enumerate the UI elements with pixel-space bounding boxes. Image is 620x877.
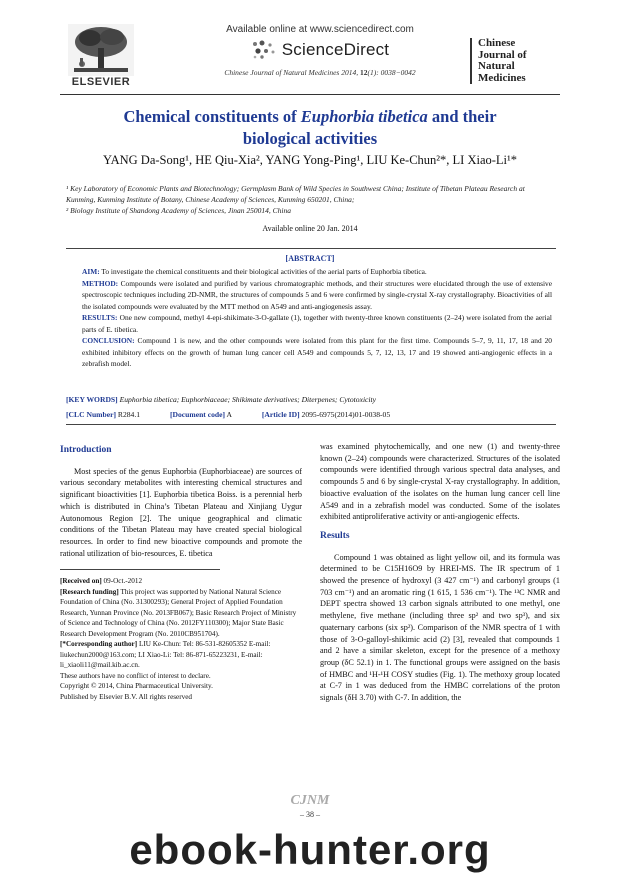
abstract-top-rule [66, 248, 556, 249]
right-column [320, 441, 560, 704]
elsevier-tree-icon [68, 24, 134, 76]
footnote-rule [60, 569, 220, 570]
introduction-continued: was examined phytochemically, and one new (1) and twenty-three known (2–24) compounds were characterized. Structures of the isolated compounds were identified through various spectral data analyses, and compounds 5 and 6 by single-crystal X-ray crystallography. In addition, bioactive evaluation of the isolates on the human lung cancer cell line A549 and in a zebrafish model was conducted. Some of the isolates exhibited antiproliferative activity or anti-angiogenic effects. [320, 442, 560, 522]
introduction-text: Most species of the genus Euphorbia (Euphorbiaceae) are sources of various secondary metabolites with interesting chemical structures and significant bioactivities [1]. Euphorbia tibetica Boiss. is a perennial herb which is distributed in China’s Tibetan Plateau and Xinjiang Uygur Autonomous Region [2]. The unique geographical and climatic conditions of the Tibetan Plateau may have created special biological resources. In order to find new bioactive compounds and promote the rational utilization of bio-resources, E. tibetica [60, 466, 302, 558]
available-online-url[interactable]: Available online at www.sciencedirect.com [226, 24, 414, 35]
results-text: Compound 1 was obtained as light yellow oil, and its formula was determined to be C15H16O9 by HREI-MS. The IR spectrum of 1 showed the presence of hydroxyl (3 427 cm⁻¹) and carbonyl groups (1 703 cm⁻¹) and an aromatic ring (1 615, 1 536 cm⁻¹). The ¹³C NMR and DEPT spectra showed 13 carbon signals attributed to one methyl, one methylene, five methane (including three sp² and two sp³), and six quaternary carbons (six sp²). Comparison of the NMR spectra of 1 with those of 3-O-galloyl-shikimic acid (2) [3], revealed that compounds 1 and 2 have a similar skeleton, except for the presence of a methoxy group (δC 52.1) in 1. The functional groups were assigned on the basis of HMBC and ¹H-¹H COSY studies (Fig. 1). The methoxy group located at C-7 in 1 was deduced from the HMBC correlations of the proton signals (δH 3.70) with C-7. In addition, the [320, 552, 560, 703]
journal-name: Chinese Journal of Natural Medicines [470, 38, 562, 84]
abstract-heading: [ABSTRACT] [285, 254, 335, 263]
journal-header [60, 24, 560, 90]
paper-title: Chemical constituents of Euphorbia tibetica and their biological activities [123, 107, 497, 148]
introduction-heading: Introduction [60, 445, 112, 455]
footnote-publisher: Published by Elsevier B.V. All rights reserved [60, 692, 193, 701]
abstract-bottom-rule [66, 424, 556, 425]
abstract-method: METHOD: Compounds were isolated and purified by various chromatographic methods, and their structures were elucidated through the use of extensive spectroscopic techniques including 2D-NMR, the structures of compounds 5 and 6 were confirmed by single-crystal X-ray crystallography. Bioactivities of all the isolated compounds were evaluated by the MTT method on A549 and anti-angiogenesis assay. [82, 278, 552, 311]
affiliation-2: ² Biology Institute of Shandong Academy of Sciences, Jinan 250014, China [66, 206, 291, 215]
available-date: Available online 20 Jan. 2014 [262, 224, 358, 233]
publisher-name: ELSEVIER [71, 76, 131, 88]
footnote-funding: [Research funding] This project was supported by National Natural Science Foundation of China (No. 31300293); General Project of Applied Foundation Research, Yunnan Province (No. 2013FB067); Basic Research Project of Ministry of Science and Technology of China (No. 2012FY110300); Major State Basic Research Development Program (No. 2010CB951704). [60, 587, 297, 638]
author-list: YANG Da-Song¹, HE Qiu-Xia², YANG Yong-Ping¹, LIU Ke-Chun²*, LI Xiao-Li¹* [102, 153, 518, 167]
cjnm-logo: CJNM [290, 793, 330, 808]
sciencedirect-logo [180, 38, 460, 62]
abstract-aim: AIM: To investigate the chemical constituents and their biological activities of the aerial parts of Euphorbia tibetica. [82, 267, 427, 276]
sciencedirect-dots-icon [251, 40, 277, 60]
affiliation-1: ¹ Key Laboratory of Economic Plants and Biotechnology; Germplasm Bank of Wild Species in Southwest China; Institute of Tibetan Plateau Research at Kunming, Kunming Institute of Botany, Chinese Academy of Sciences, Kunming 650201, China; [66, 184, 525, 204]
journal-citation: Chinese Journal of Natural Medicines 2014, 12(1): 0038−0042 [224, 68, 416, 77]
footnote-copyright: Copyright © 2014, China Pharmaceutical University. [60, 682, 213, 691]
abstract-conclusion: CONCLUSION: Compound 1 is new, and the other compounds were isolated from this plant for the first time. Compounds 5–7, 9, 11, 17, 18 and 20 exhibited inhibitory effects on the growth of human lung cancer cell A549 and compounds 5, 7, 12, 13, 17 and 19 showed anti-angiogenic effects in a zebrafish model. [82, 336, 552, 368]
document-code: [Document code] A [169, 410, 232, 419]
footnote-conflict: These authors have no conflict of interest to declare. [60, 671, 211, 680]
clc-number: [CLC Number] R284.1 [66, 410, 141, 419]
footnote-received: [Received on] 09-Oct.-2012 [60, 577, 143, 586]
page-number: – 38 – [300, 810, 320, 819]
affiliations [66, 183, 556, 216]
elsevier-logo [60, 24, 142, 90]
sciencedirect-block [180, 24, 460, 77]
watermark-text: ebook-hunter.org [129, 826, 491, 873]
abstract-results: RESULTS: One new compound, methyl 4-epi-shikimate-3-O-gallate (1), together with twenty-three known constituents (2–24) were isolated from the aerial parts of E. tibetica. [82, 313, 552, 334]
left-column [60, 445, 302, 702]
abstract-body [82, 266, 552, 370]
sciencedirect-wordmark: ScienceDirect [281, 40, 390, 59]
article-id: [Article ID] 2095-6975(2014)01-0038-05 [261, 410, 391, 419]
footnote-corresponding: [*Corresponding author] LIU Ke-Chun: Tel: 86-531-82605352 E-mail: liukechun2000@163.com; LI Xiao-Li: Tel: 86-871-65223231, E-mail: li_xiaoli11@mail.kib.ac.cn. [60, 640, 271, 670]
keywords: [KEY WORDS] Euphorbia tibetica; Euphorbiaceae; Shikimate derivatives; Diterpenes; Cytotoxicity [66, 395, 377, 404]
results-heading: Results [320, 530, 350, 541]
header-divider [60, 94, 560, 95]
classification-info [66, 410, 556, 419]
